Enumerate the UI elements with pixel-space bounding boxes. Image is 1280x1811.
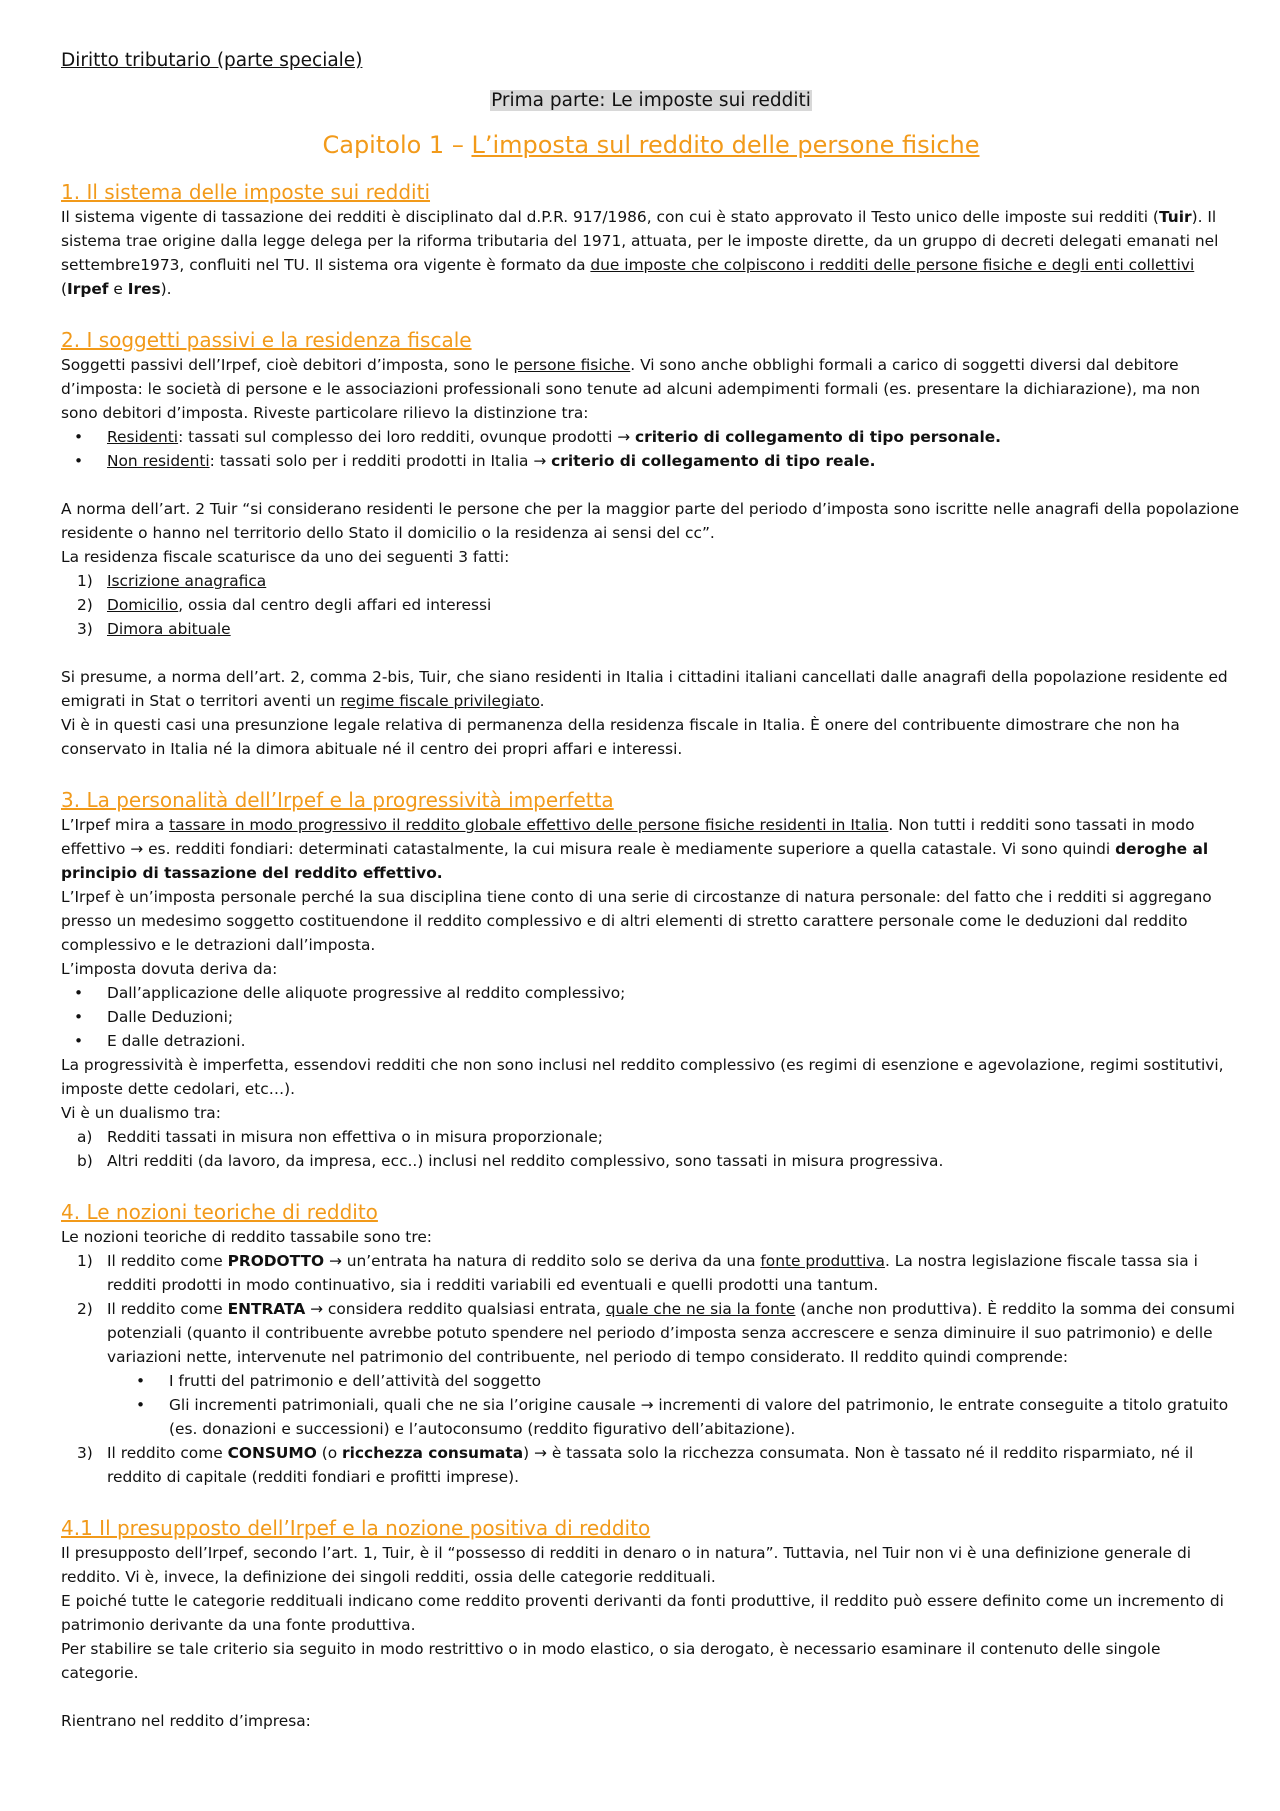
document-page: [61, 48, 1241, 1759]
list-item: • Residenti: tassati sul complesso dei loro redditi, ovunque prodotti → criterio di collegamento di tipo personale.: [61, 425, 1241, 449]
list-item: 1) Il reddito come PRODOTTO → un’entrata ha natura di reddito solo se deriva da una fonte produttiva. La nostra legislazione fiscale tassa sia i redditi prodotti in modo continuativo, sia i redditi variabili ed eventuali e quelli prodotti una tantum.: [77, 1252, 1198, 1294]
list-item: 2) Il reddito come ENTRATA → considera reddito qualsiasi entrata, quale che ne sia la fonte (anche non produttiva). È reddito la somma dei consumi potenziali (quanto il contribuente avrebbe potuto spendere nel periodo d’imposta senza accrescere e senza diminuire il suo patrimonio) e delle variazioni nette, intervenute nel patrimonio del contribuente, nel periodo di tempo considerato. Il reddito quindi comprende:: [77, 1300, 1235, 1366]
section-4-1-paragraph-3: Per stabilire se tale criterio sia seguito in modo restrittivo o in modo elastico, o sia derogato, è necessario esaminare il contenuto delle singole categorie.: [61, 1640, 1161, 1682]
section-2-paragraph-4: Si presume, a norma dell’art. 2, comma 2-bis, Tuir, che siano residenti in Italia i cittadini italiani cancellati dalle anagrafi della popolazione residente ed emigrati in Stat o territori aventi un regime fiscale privilegiato.: [61, 668, 1228, 710]
list-item: b) Altri redditi (da lavoro, da impresa, ecc..) inclusi nel reddito complessivo, sono tassati in misura progressiva.: [77, 1152, 944, 1170]
section-3: [61, 787, 1241, 1173]
section-1: [61, 179, 1241, 301]
chapter-heading: [61, 129, 1241, 161]
list-item: • E dalle detrazioni.: [61, 1029, 1241, 1053]
section-4-1-paragraph-1: Il presupposto dell’Irpef, secondo l’art. 1, Tuir, è il “possesso di redditi in denaro o in natura”. Tuttavia, nel Tuir non vi è una definizione generale di reddito. Vi è, invece, la definizione dei singoli redditi, ossia delle categorie reddituali.: [61, 1544, 1191, 1586]
income-notions-list-continued: [61, 1441, 1241, 1489]
list-item: 3) Il reddito come CONSUMO (o ricchezza consumata) → è tassata solo la ricchezza consumata. Non è tassato né il reddito risparmiato, né il reddito di capitale (redditi fondiari e profitti imprese).: [77, 1444, 1194, 1486]
list-item: • Dall’applicazione delle aliquote progressive al reddito complessivo;: [61, 981, 1241, 1005]
section-3-paragraph-2: L’Irpef è un’imposta personale perché la sua disciplina tiene conto di una serie di circostanze di natura personale: del fatto che i redditi si aggregano presso un medesimo soggetto costituendone il reddito complessivo e di altri elementi di stretto carattere personale come le deduzioni dal reddito complessivo e le detrazioni dall’imposta.: [61, 888, 1212, 954]
dualism-list: [61, 1125, 1241, 1173]
section-3-heading: 3. La personalità dell’Irpef e la progressività imperfetta: [61, 788, 614, 812]
list-item: • Gli incrementi patrimoniali, quali che ne sia l’origine causale → incrementi di valore del patrimonio, le entrate conseguite a titolo gratuito (es. donazioni e successioni) e l’autoconsumo (reddito figurativo dell’abitazione).: [61, 1393, 1241, 1441]
section-2: [61, 327, 1241, 761]
section-4: [61, 1199, 1241, 1489]
tax-derivation-list: [61, 981, 1241, 1053]
list-item: 2) Domicilio, ossia dal centro degli affari ed interessi: [77, 596, 492, 614]
list-item: • Non residenti: tassati solo per i redditi prodotti in Italia → criterio di collegamento di tipo reale.: [61, 449, 1241, 473]
residence-facts-list: [61, 569, 1241, 641]
section-2-paragraph-2: A norma dell’art. 2 Tuir “si considerano residenti le persone che per la maggior parte del periodo d’imposta sono iscritte nelle anagrafi della popolazione residente o hanno nel territorio dello Stato il domicilio o la residenza ai sensi del cc”.: [61, 500, 1240, 542]
section-4-heading: 4. Le nozioni teoriche di reddito: [61, 1200, 378, 1224]
list-item: 1) Iscrizione anagrafica: [77, 572, 267, 590]
section-4-1-paragraph-4: Rientrano nel reddito d’impresa:: [61, 1712, 311, 1730]
section-3-paragraph-1: L’Irpef mira a tassare in modo progressivo il reddito globale effettivo delle persone fisiche residenti in Italia. Non tutti i redditi sono tassati in modo effettivo → es. redditi fondiari: determinati catastalmente, la cui misura reale è mediamente superiore a quella catastale. Vi sono quindi deroghe al principio di tassazione del reddito effettivo.: [61, 816, 1209, 882]
list-item: • I frutti del patrimonio e dell’attività del soggetto: [61, 1369, 1241, 1393]
residence-bullet-list: [61, 425, 1241, 473]
section-3-paragraph-3: L’imposta dovuta deriva da:: [61, 960, 278, 978]
part-heading: Prima parte: Le imposte sui redditi: [491, 90, 811, 111]
chapter-prefix: Capitolo 1 –: [322, 131, 472, 159]
document-title: Diritto tributario (parte speciale): [61, 50, 363, 71]
section-2-paragraph-5: Vi è in questi casi una presunzione legale relativa di permanenza della residenza fiscale in Italia. È onere del contribuente dimostrare che non ha conservato in Italia né la dimora abituale né il centro dei propri affari e interessi.: [61, 716, 1180, 758]
section-2-paragraph-1: Soggetti passivi dell’Irpef, cioè debitori d’imposta, sono le persone fisiche. Vi sono anche obblighi formali a carico di soggetti diversi dal debitore d’imposta: le società di persone e le associazioni professionali sono tenute ad alcuni adempimenti formali (es. presentare la dichiarazione), ma non sono debitori d’imposta. Riveste particolare rilievo la distinzione tra:: [61, 356, 1201, 422]
list-item: a) Redditi tassati in misura non effettiva o in misura proporzionale;: [77, 1128, 603, 1146]
list-item: • Dalle Deduzioni;: [61, 1005, 1241, 1029]
section-4-1: [61, 1515, 1241, 1733]
section-2-heading: 2. I soggetti passivi e la residenza fiscale: [61, 328, 472, 352]
chapter-title: L’imposta sul reddito delle persone fisiche: [471, 131, 980, 159]
list-item: 3) Dimora abituale: [77, 620, 231, 638]
section-3-paragraph-4: La progressività è imperfetta, essendovi redditi che non sono inclusi nel reddito complessivo (es regimi di esenzione e agevolazione, regimi sostitutivi, imposte dette cedolari, etc…).: [61, 1056, 1224, 1098]
income-notions-list: [61, 1249, 1241, 1369]
section-4-1-paragraph-2: E poiché tutte le categorie reddituali indicano come reddito proventi derivanti da fonti produttive, il reddito può essere definito come un incremento di patrimonio derivante da una fonte produttiva.: [61, 1592, 1224, 1634]
section-2-paragraph-3: La residenza fiscale scaturisce da uno dei seguenti 3 fatti:: [61, 548, 510, 566]
section-1-heading: 1. Il sistema delle imposte sui redditi: [61, 180, 431, 204]
section-4-1-heading: 4.1 Il presupposto dell’Irpef e la nozione positiva di reddito: [61, 1516, 651, 1540]
section-4-intro: Le nozioni teoriche di reddito tassabile sono tre:: [61, 1228, 432, 1246]
income-components-sublist: [61, 1369, 1241, 1441]
section-3-paragraph-5: Vi è un dualismo tra:: [61, 1104, 221, 1122]
section-1-paragraph: Il sistema vigente di tassazione dei redditi è disciplinato dal d.P.R. 917/1986, con cui è stato approvato il Testo unico delle imposte sui redditi (Tuir). Il sistema trae origine dalla legge delega per la riforma tributaria del 1971, attuata, per le imposte dirette, da un gruppo di decreti delegati emanati nel settembre1973, confluiti nel TU. Il sistema ora vigente è formato da due imposte che colpiscono i redditi delle persone fisiche e degli enti collettivi (Irpef e Ires).: [61, 208, 1219, 298]
